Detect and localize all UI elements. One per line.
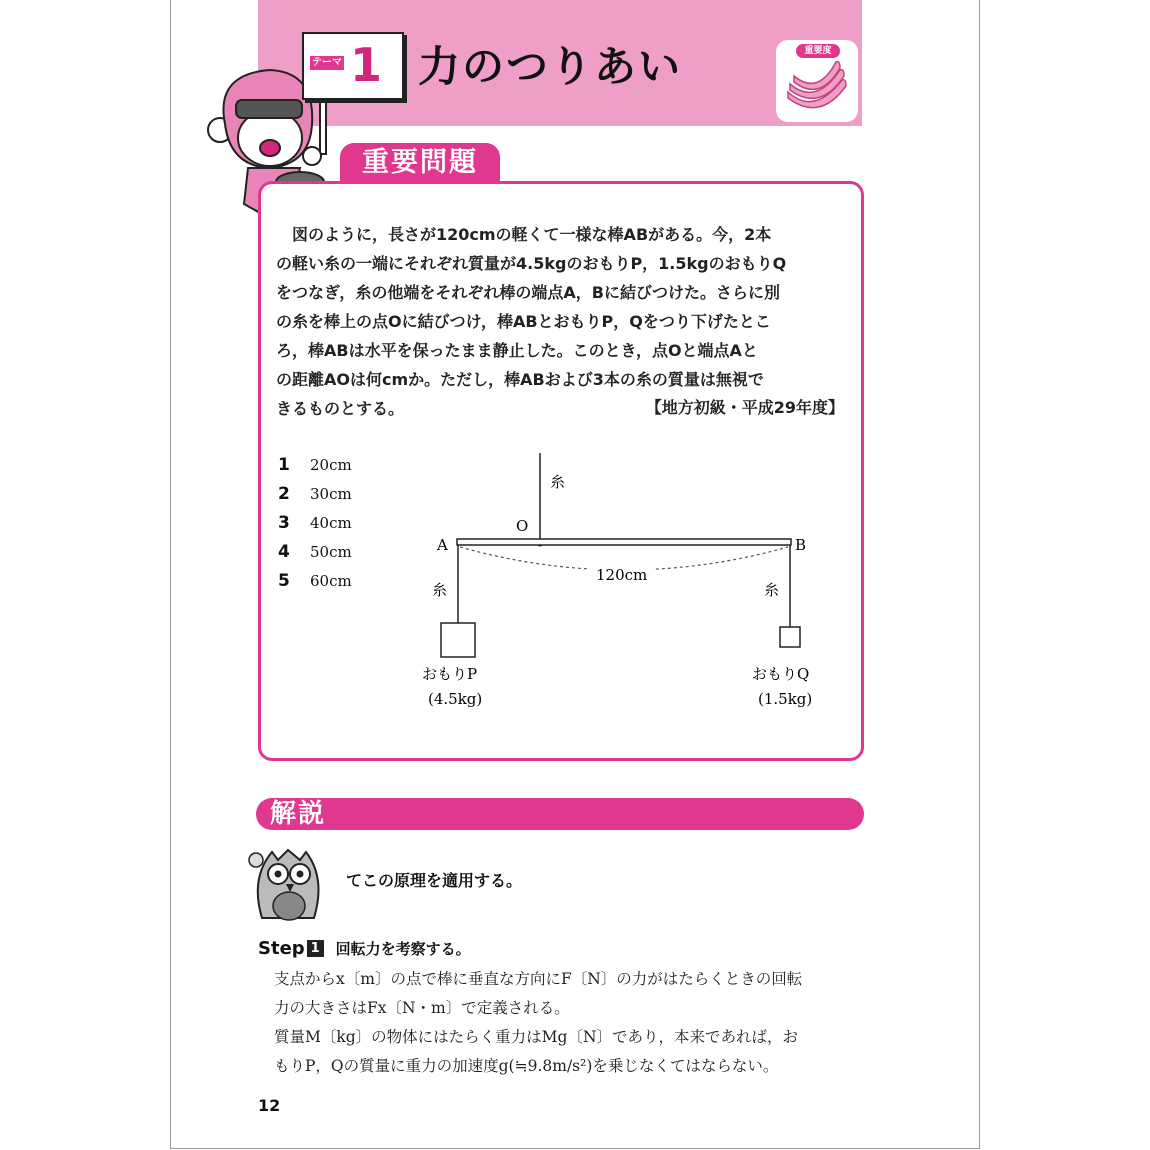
length-label: 120cm [596, 566, 648, 584]
body-line: 質量M〔kg〕の物体にはたらく重力はMg〔N〕であり，本来であれば，お [274, 1028, 799, 1046]
importance-label: 重要度 [796, 44, 840, 58]
support-string-label: 糸 [550, 473, 566, 491]
answer-choice: 4 50cm [278, 541, 352, 562]
string-a-label: 糸 [432, 581, 448, 599]
point-b-label: B [795, 536, 807, 554]
answer-choice: 3 40cm [278, 512, 352, 533]
weight-p-mass: (4.5kg) [428, 690, 483, 708]
answer-choice: 1 20cm [278, 454, 352, 475]
answer-choice: 5 60cm [278, 570, 352, 591]
step-number: 1 [307, 940, 324, 957]
weight-q-name: おもりQ [752, 665, 810, 683]
weight-p-name: おもりP [422, 665, 478, 683]
weight-q [780, 627, 800, 647]
explanation-body [274, 965, 864, 1081]
point-o-label: O [516, 517, 529, 535]
step-title: 回転力を考察する。 [335, 940, 471, 958]
point-a-label: A [437, 536, 448, 554]
weight-p [441, 623, 475, 657]
body-line: もりP，Qの質量に重力の加速度g(≒9.8m/s²)を乗じなくてはならない。 [274, 1057, 779, 1075]
explanation-label: 解説 [270, 799, 327, 829]
banana-icon [776, 40, 858, 122]
page-number: 12 [258, 1096, 281, 1115]
step-label: Step [258, 938, 305, 959]
answer-choices [278, 450, 352, 595]
problem-line: をつなぎ，糸の他端をそれぞれ棒の端点A，Bに結びつけた。さらに別 [276, 283, 780, 302]
problem-text [276, 220, 848, 423]
theme-number: 1 [350, 38, 383, 92]
step-heading [258, 938, 471, 959]
theme-tag: テーマ [312, 57, 342, 68]
rod-ab [457, 539, 791, 545]
page-title: 力のつりあい [418, 42, 683, 91]
problem-source: 【地方初級・平成29年度】 [645, 398, 844, 417]
problem-line: きるものとする。 [276, 399, 405, 418]
body-line: 力の大きさはFx〔N・m〕で定義される。 [274, 999, 570, 1017]
string-b-label: 糸 [764, 581, 780, 599]
lever-diagram [400, 445, 840, 725]
problem-line: の距離AOは何cmか。ただし，棒ABおよび3本の糸の質量は無視で [276, 370, 764, 389]
explanation-hint: てこの原理を適用する。 [346, 871, 523, 890]
owl-mascot-illustration [242, 838, 334, 930]
explanation-header [256, 798, 864, 830]
important-problem-tab: 重要問題 [340, 143, 500, 181]
problem-line: ろ，棒ABは水平を保ったまま静止した。このとき，点Oと端点Aと [276, 341, 758, 360]
answer-choice: 2 30cm [278, 483, 352, 504]
weight-q-mass: (1.5kg) [758, 690, 813, 708]
importance-badge [776, 40, 858, 122]
problem-line: の糸を棒上の点Oに結びつけ，棒ABとおもりP，Qをつり下げたとこ [276, 312, 771, 331]
problem-line: の軽い糸の一端にそれぞれ質量が4.5kgのおもりP，1.5kgのおもりQ [276, 254, 787, 273]
body-line: 支点からx〔m〕の点で棒に垂直な方向にF〔N〕の力がはたらくときの回転 [274, 970, 803, 988]
theme-badge [302, 32, 404, 100]
problem-line: 図のように，長さが120cmの軽くて一様な棒ABがある。今，2本 [292, 225, 772, 244]
